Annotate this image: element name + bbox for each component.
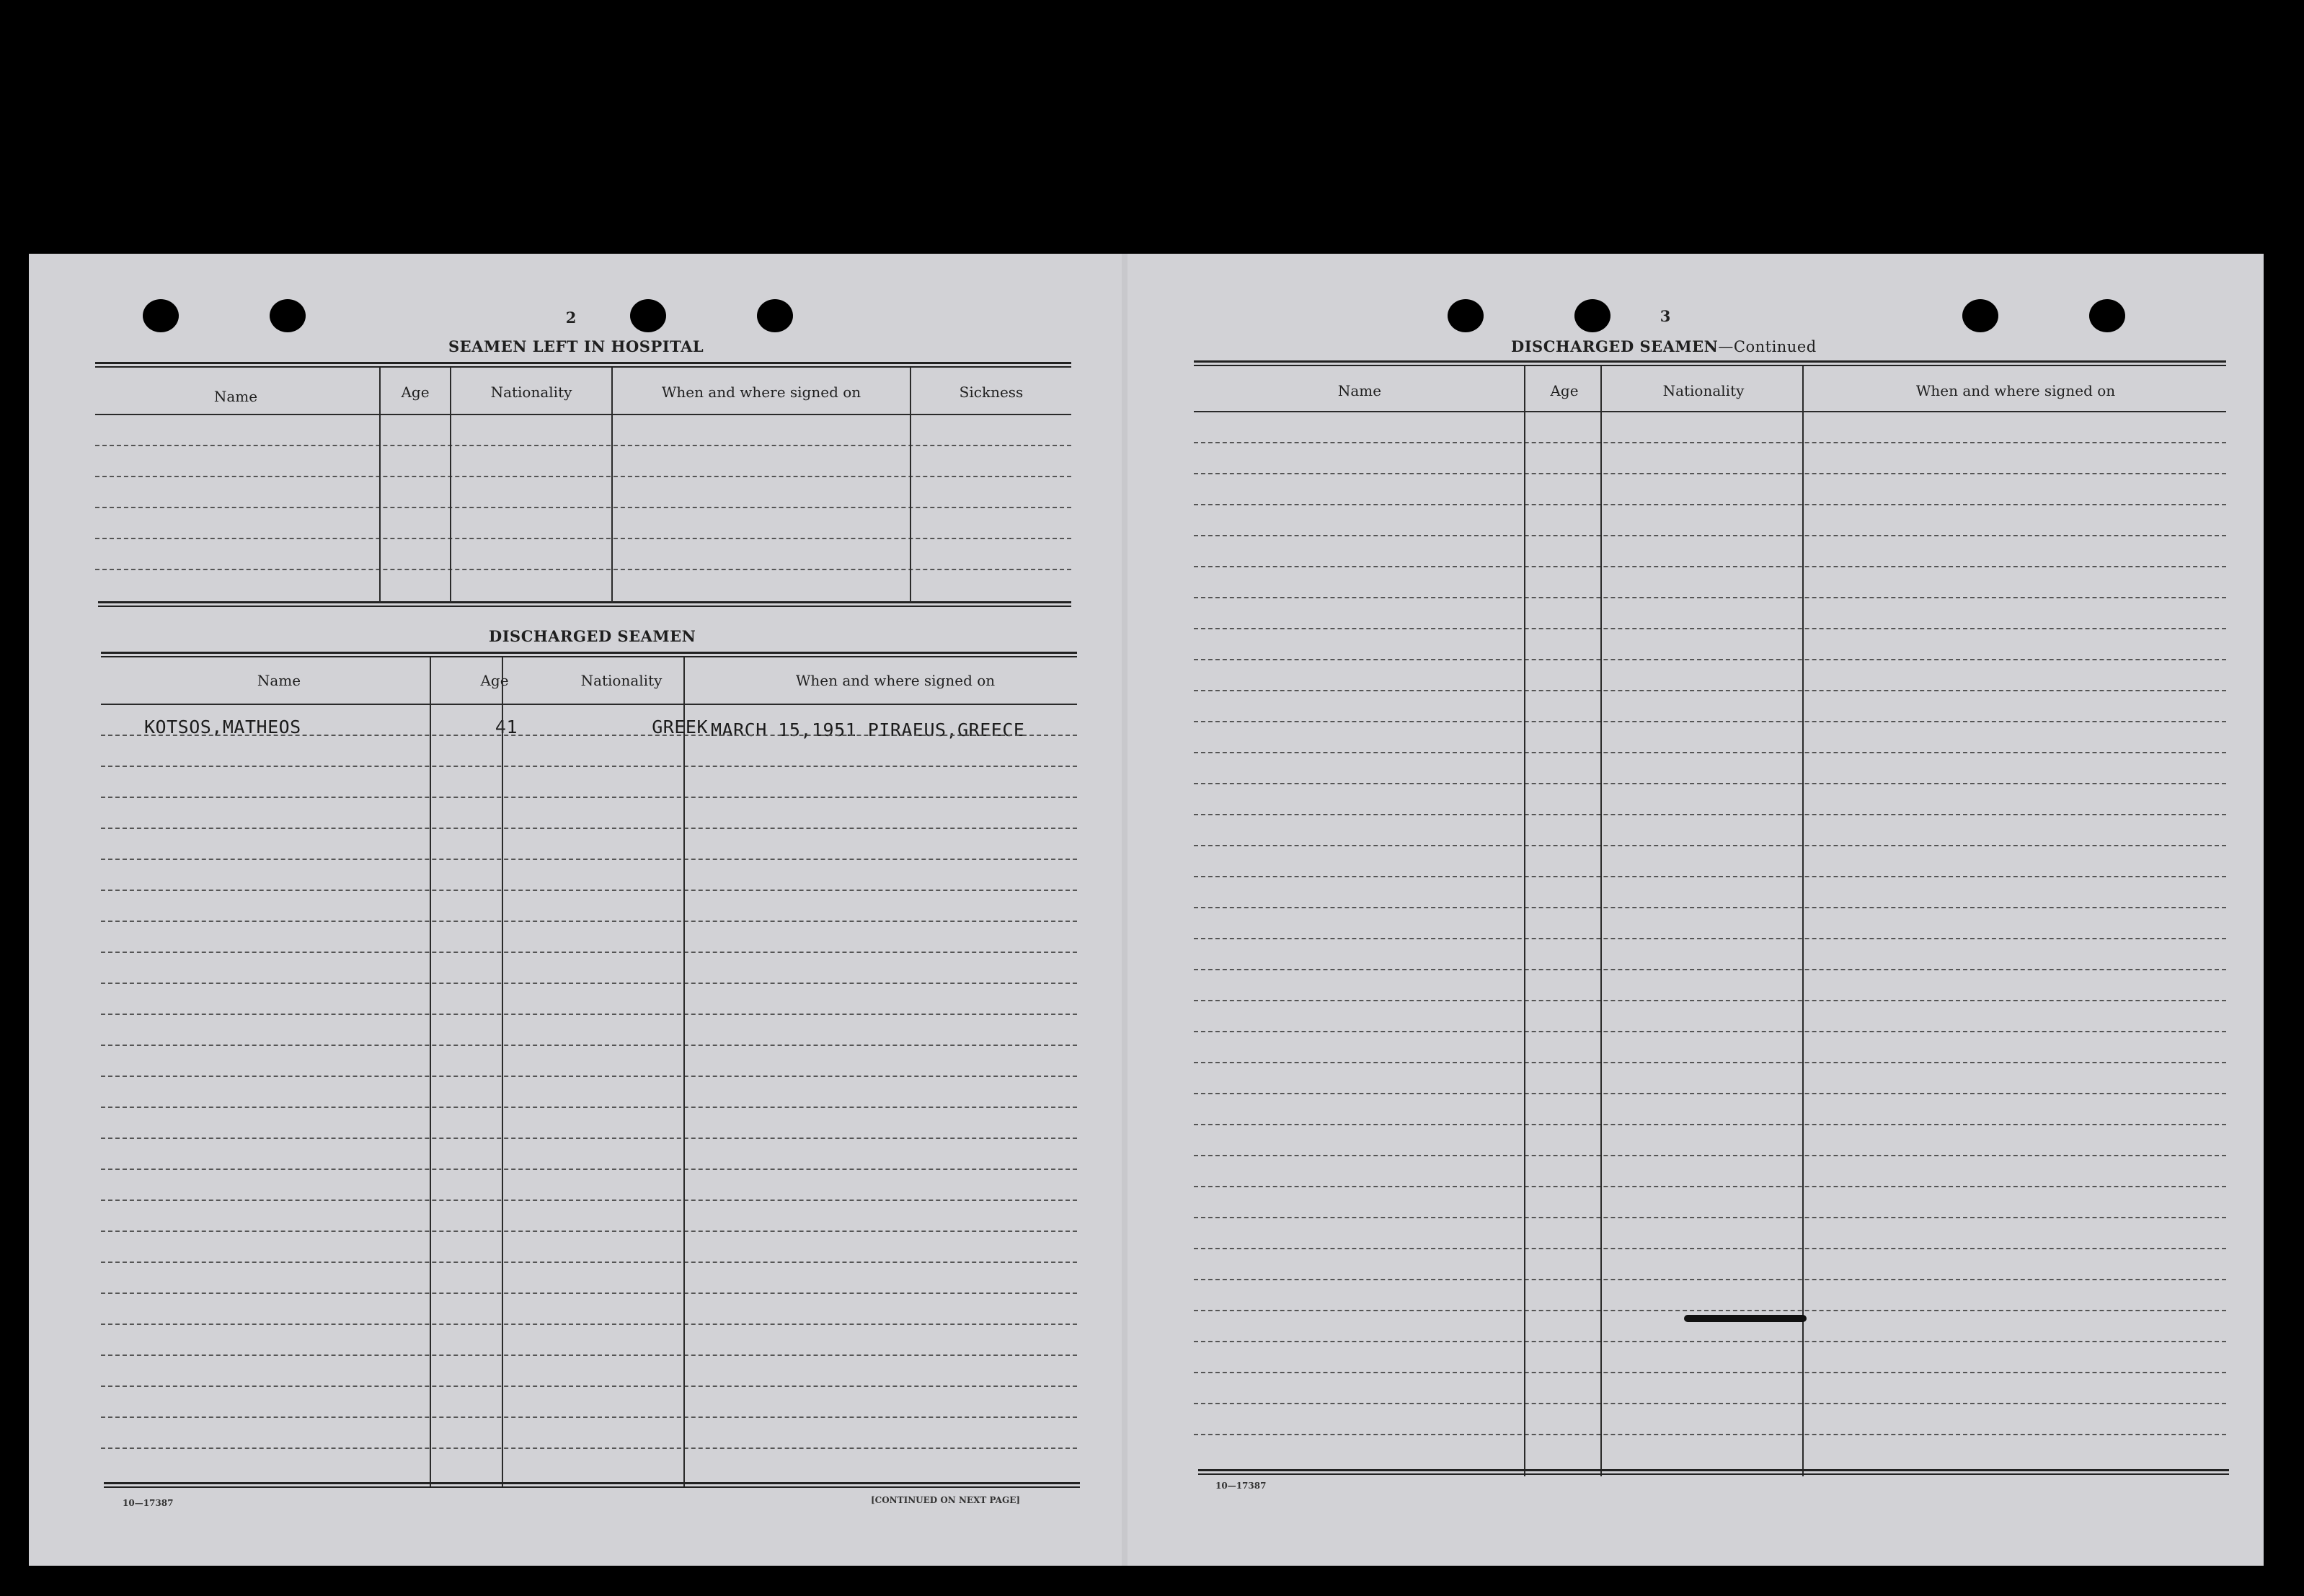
header-rule <box>101 704 1077 705</box>
row-line <box>101 1107 1077 1108</box>
row-line <box>101 797 1077 798</box>
row-line <box>101 1045 1077 1046</box>
row-line <box>1194 473 2226 474</box>
row-line <box>101 1169 1077 1170</box>
row-line <box>101 1355 1077 1356</box>
seaman-signed-on-entry: MARCH 15,1951 PIRAEUS,GREECE <box>711 719 1025 740</box>
row-line <box>101 1262 1077 1263</box>
row-line <box>101 735 1077 736</box>
column-header-name: Name <box>257 672 301 689</box>
punch-hole <box>1448 299 1484 332</box>
row-line <box>101 983 1077 984</box>
ink-smudge <box>1684 1315 1807 1322</box>
column-divider <box>1600 366 1602 1476</box>
column-divider <box>1802 366 1804 1476</box>
column-divider <box>502 657 503 1488</box>
row-line <box>1194 876 2226 877</box>
row-line <box>1194 659 2226 660</box>
row-line <box>1194 1217 2226 1218</box>
punch-hole <box>630 299 666 332</box>
row-line <box>1194 845 2226 846</box>
table-top-rule <box>95 362 1071 368</box>
row-line <box>101 859 1077 860</box>
header-rule <box>95 414 1071 415</box>
row-line <box>95 507 1071 508</box>
row-line <box>1194 1186 2226 1187</box>
row-line <box>1194 938 2226 939</box>
column-header-nationality: Nationality <box>490 384 572 401</box>
row-line <box>101 766 1077 767</box>
row-line <box>1194 1062 2226 1063</box>
row-line <box>1194 1124 2226 1125</box>
column-divider <box>683 657 685 1488</box>
column-header-age: Age <box>480 672 509 689</box>
table-bottom-rule <box>1198 1469 2229 1475</box>
form-number: 10—17387 <box>123 1498 174 1508</box>
row-line <box>95 476 1071 477</box>
row-line <box>1194 1372 2226 1373</box>
row-line <box>1194 597 2226 598</box>
row-line <box>1194 628 2226 629</box>
punch-hole <box>1962 299 1998 332</box>
row-line <box>1194 690 2226 691</box>
row-line <box>1194 504 2226 505</box>
row-line <box>1194 1434 2226 1435</box>
column-header-age: Age <box>1550 382 1579 399</box>
column-header-name: Name <box>213 388 258 405</box>
table-top-rule <box>1194 360 2226 366</box>
row-line <box>95 445 1071 446</box>
column-divider <box>430 657 431 1488</box>
section-title-hospital: SEAMEN LEFT IN HOSPITAL <box>448 337 704 355</box>
column-header-sickness: Sickness <box>959 384 1024 401</box>
table-top-rule <box>101 652 1077 657</box>
row-line <box>1194 1248 2226 1249</box>
row-line <box>1194 907 2226 908</box>
row-line <box>101 890 1077 891</box>
column-divider <box>379 368 381 603</box>
column-divider <box>450 368 451 603</box>
page-number: 2 <box>565 309 577 327</box>
row-line <box>101 1231 1077 1232</box>
form-number: 10—17387 <box>1215 1481 1267 1491</box>
punch-hole <box>143 299 179 332</box>
row-line <box>1194 814 2226 815</box>
column-header-nationality: Nationality <box>1662 382 1745 399</box>
row-line <box>1194 535 2226 536</box>
title-continued: —Continued <box>1718 338 1817 355</box>
row-line <box>101 1386 1077 1387</box>
row-line <box>101 1324 1077 1325</box>
row-line <box>1194 1093 2226 1094</box>
table-bottom-rule <box>98 601 1071 607</box>
column-header-signed-on: When and where signed on <box>661 384 861 401</box>
seaman-nationality-entry: GREEK <box>652 717 708 737</box>
column-divider <box>611 368 613 603</box>
column-header-nationality: Nationality <box>580 672 663 689</box>
punch-hole <box>2089 299 2125 332</box>
row-line <box>101 1014 1077 1015</box>
row-line <box>101 1200 1077 1201</box>
row-line <box>1194 566 2226 567</box>
column-header-signed-on: When and where signed on <box>795 672 996 689</box>
row-line <box>95 538 1071 539</box>
row-line <box>1194 721 2226 722</box>
row-line <box>1194 1310 2226 1311</box>
row-line <box>101 1293 1077 1294</box>
row-line <box>1194 1403 2226 1404</box>
continued-note: [CONTINUED ON NEXT PAGE] <box>871 1495 1021 1505</box>
row-line <box>101 1448 1077 1449</box>
column-header-age: Age <box>401 384 430 401</box>
section-title-discharged: DISCHARGED SEAMEN <box>489 627 696 645</box>
row-line <box>1194 969 2226 970</box>
row-line <box>101 921 1077 922</box>
section-title-discharged-continued <box>1511 337 1817 355</box>
column-header-name: Name <box>1337 382 1382 399</box>
page-fold <box>1122 254 1127 1566</box>
column-header-signed-on: When and where signed on <box>1915 382 2116 399</box>
row-line <box>1194 1341 2226 1342</box>
table-bottom-rule <box>104 1482 1080 1488</box>
row-line <box>1194 783 2226 784</box>
ledger-sheet <box>29 254 2264 1566</box>
punch-hole <box>757 299 793 332</box>
seaman-name-entry: KOTSOS,MATHEOS <box>144 717 301 737</box>
row-line <box>1194 1279 2226 1280</box>
column-divider <box>1524 366 1525 1476</box>
row-line <box>101 1417 1077 1418</box>
row-line <box>101 1138 1077 1139</box>
row-line <box>1194 752 2226 753</box>
title-main: DISCHARGED SEAMEN <box>1511 337 1719 355</box>
page-number: 3 <box>1660 307 1671 325</box>
row-line <box>101 952 1077 953</box>
row-line <box>101 1076 1077 1077</box>
row-line <box>1194 1155 2226 1156</box>
row-line <box>1194 1031 2226 1032</box>
header-rule <box>1194 411 2226 412</box>
seaman-age-entry: 41 <box>495 717 518 737</box>
punch-hole <box>270 299 306 332</box>
row-line <box>95 569 1071 570</box>
column-divider <box>910 368 911 603</box>
punch-hole <box>1574 299 1610 332</box>
row-line <box>101 828 1077 829</box>
row-line <box>1194 1000 2226 1001</box>
row-line <box>1194 442 2226 443</box>
